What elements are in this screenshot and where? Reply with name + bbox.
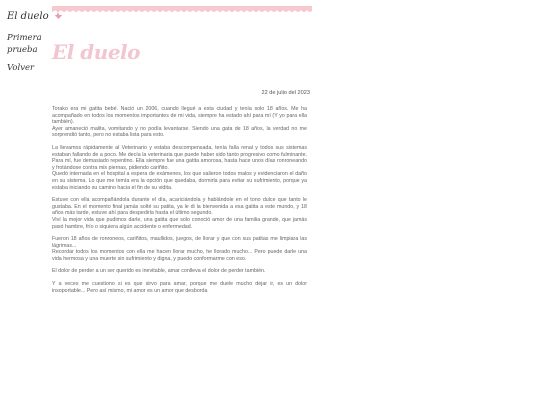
post-title: El duelo — [52, 40, 140, 64]
post-paragraph: Recordar todos los momentos con ella me hacen llorar mucho, he llorado mucho... Pero puede darle una vida hermosa y una muerte sin sufrimiento y digna, y puedo conformarme con eso. — [52, 249, 307, 262]
site-title-text: El duelo — [7, 11, 49, 22]
post-paragraph: Estuve con ella acompañándola durante el día, acariciándola y hablándole en el tono dulce que tanto le gustaba. En el momento final jamás solté su patita, ya le di la bienvenida a esa gatita a este mundo, y 18 años más tarde, estuve ahí para despedirla hasta el último segundo. — [52, 197, 307, 217]
post-paragraph: El dolor de perder a un ser querido es inevitable, amar conlleva el dolor de perder también. — [52, 268, 266, 275]
post-paragraph: Y a veces me cuestiono si es que sirvo para amar, porque me duele mucho dejar ir, es un dolor insoportable... Pero así mismo, mi amor es un amor que desborda — [52, 281, 307, 294]
nav-item-volver[interactable]: Volver — [7, 63, 35, 73]
post-body — [52, 106, 307, 300]
sidebar — [0, 0, 50, 405]
post-paragraph: Torako era mi gatita bebé. Nació un 2006, cuando llegué a esta ciudad y tenía solo 18 años. Me ha acompañado en todos los momentos importantes de mi vida, siempre ha estado ahí para mí (Y yo para ella también). — [52, 106, 307, 126]
post-date: 22 de julio del 2023 — [261, 90, 310, 96]
nav-item-primera[interactable]: Primera — [7, 33, 42, 43]
post-paragraph: Ayer amaneció malita, vomitando y no podía levantarse. Siendo una gata de 18 años, la verdad no me sorprendió tanto, pero no estaba lista para esto. — [52, 125, 307, 139]
post-paragraph: Viví la mejor vida que pudimos darle, una gatita que solo conoció amor de una familia grande, que jamás pasó hambre, frío o siquiera algún accidente o enfermedad. — [52, 216, 307, 230]
post-paragraph: Fueron 18 años de ronroneos, cariñitos, maullidos, juegos, de llorar y que con sus patitas me limpiara las lágrimas... — [52, 236, 307, 249]
sidebar-nav — [7, 32, 42, 74]
lace-border — [52, 6, 312, 15]
nav-item-prueba[interactable]: prueba — [7, 45, 38, 55]
post-paragraph: Quedó internada en el hospital a espera de exámenes, los que salieron todos malos y evidenciaron el daño en su sistema. Lo que me temía era la opción que quedaba, dormirla para evitar su sufrimiento, porque ya estaba iniciando su camino hacia el fin de su vidita. — [52, 171, 307, 191]
post-paragraph: La llevamos rápidamente al Veterinario y estaba descompensada, tenía falla renal y todos sus sistemas estaban fallando de a poco. Me decía la veterinaria que puede haber sido tanto progresivo como fulminante. Para mí, fue demasiado repentino. Ella siempre fue una gatita amorosa, hasta hace unos días ronroneando y frotándose contra mis piernas, pidiendo cariñito. — [52, 144, 307, 171]
